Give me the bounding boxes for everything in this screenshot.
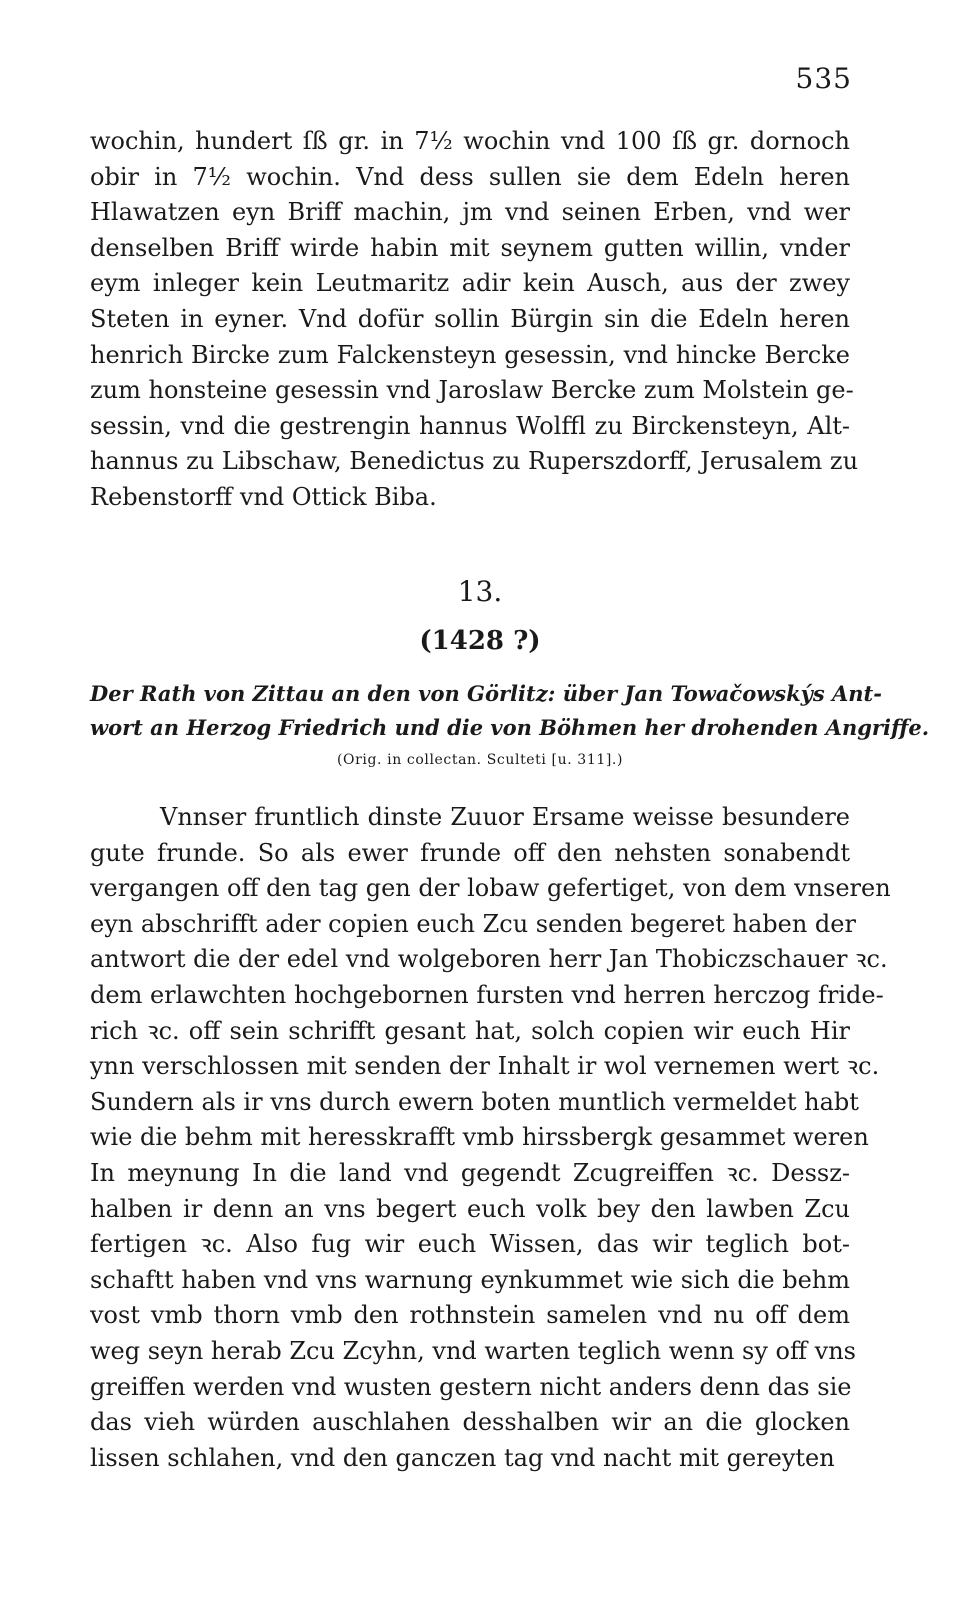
document-date: (1428 ?)	[419, 626, 541, 656]
text-line: lissen schlahen, vnd den ganczen tag vnd nacht mit gereyten	[90, 1443, 835, 1472]
text-line: vergangen off den tag gen der lobaw gefertiget, von dem vnseren	[90, 874, 891, 903]
text-line: Hlawatzen eyn Briff machin, jm vnd seinen Erben, vnd wer	[90, 198, 850, 227]
text-line: fertigen ꝛc. Also fug wir euch Wissen, das wir teglich bot-	[90, 1230, 850, 1259]
body-paragraph	[90, 800, 891, 1476]
text-line: vost vmb thorn vmb den rothnstein samelen vnd nu off dem	[90, 1301, 850, 1330]
text-line: sessin, vnd die gestrengin hannus Wolffl zu Birckensteyn, Alt-	[90, 411, 850, 440]
text-line: gute frunde. So als ewer frunde off den nehsten sonabendt	[90, 838, 850, 867]
text-line: antwort die der edel vnd wolgeboren herr Jan Thobiczschauer ꝛc.	[90, 945, 888, 974]
text-line: Rebenstorff vnd Ottick Biba.	[90, 482, 437, 511]
text-line: obir in 7½ wochin. Vnd dess sullen sie dem Edeln heren	[90, 162, 850, 191]
page-number: 535	[795, 62, 852, 95]
text-line: In meynung In die land vnd gegendt Zcugreiffen ꝛc. Dessz-	[90, 1158, 850, 1187]
text-line: hannus zu Libschaw, Benedictus zu Ruperszdorff, Jerusalem zu	[90, 447, 859, 476]
document-summary	[90, 677, 930, 745]
text-line: schaftt haben vnd vns warnung eynkummet wie sich die behm	[90, 1265, 850, 1294]
document-number: 13.	[457, 575, 503, 608]
text-line: ynn verschlossen mit senden der Inhalt ir wol vernemen wert ꝛc.	[90, 1052, 880, 1081]
text-line: das vieh würden auschlahen desshalben wir an die glocken	[90, 1408, 850, 1437]
text-line: eyn abschrifft ader copien euch Zcu senden begeret haben der	[90, 909, 856, 938]
text-line: Steten in eyner. Vnd dofür sollin Bürgin sin die Edeln heren	[90, 304, 850, 333]
text-line: zum honsteine gesessin vnd Jaroslaw Bercke zum Molstein ge-	[90, 376, 854, 405]
summary-line: wort an Herzog Friedrich und die von Böhmen her drohenden Angriffe.	[90, 715, 930, 740]
top-paragraph	[90, 124, 859, 516]
text-line: halben ir denn an vns begert euch volk bey den lawben Zcu	[90, 1194, 850, 1223]
summary-line: Der Rath von Zittau an den von Görlitz: über Jan Towačowskýs Ant-	[90, 681, 882, 706]
text-line: Vnnser fruntlich dinste Zuuor Ersame weisse besundere	[160, 803, 850, 831]
text-line: wie die behm mit heresskrafft vmb hirssbergk gesammet weren	[90, 1123, 869, 1152]
text-line: greiffen werden vnd wusten gestern nicht anders denn das sie	[90, 1372, 852, 1401]
text-line: rich ꝛc. off sein schrifft gesant hat, solch copien wir euch Hir	[90, 1016, 850, 1045]
source-note: (Orig. in collectan. Sculteti [u. 311].)	[336, 752, 624, 768]
text-line: eym inleger kein Leutmaritz adir kein Ausch, aus der zwey	[90, 269, 850, 298]
text-line: henrich Bircke zum Falckensteyn gesessin, vnd hincke Bercke	[90, 340, 850, 369]
text-line: wochin, hundert ſß gr. in 7½ wochin vnd 100 ſß gr. dornoch	[90, 127, 850, 155]
text-line: dem erlawchten hochgebornen fursten vnd herren herczog fride-	[90, 980, 884, 1009]
text-line: denselben Briff wirde habin mit seynem gutten willin, vnder	[90, 233, 850, 262]
text-line: Sundern als ir vns durch ewern boten muntlich vermeldet habt	[90, 1087, 859, 1116]
text-line: weg seyn herab Zcu Zcyhn, vnd warten teglich wenn sy off vns	[90, 1336, 856, 1365]
